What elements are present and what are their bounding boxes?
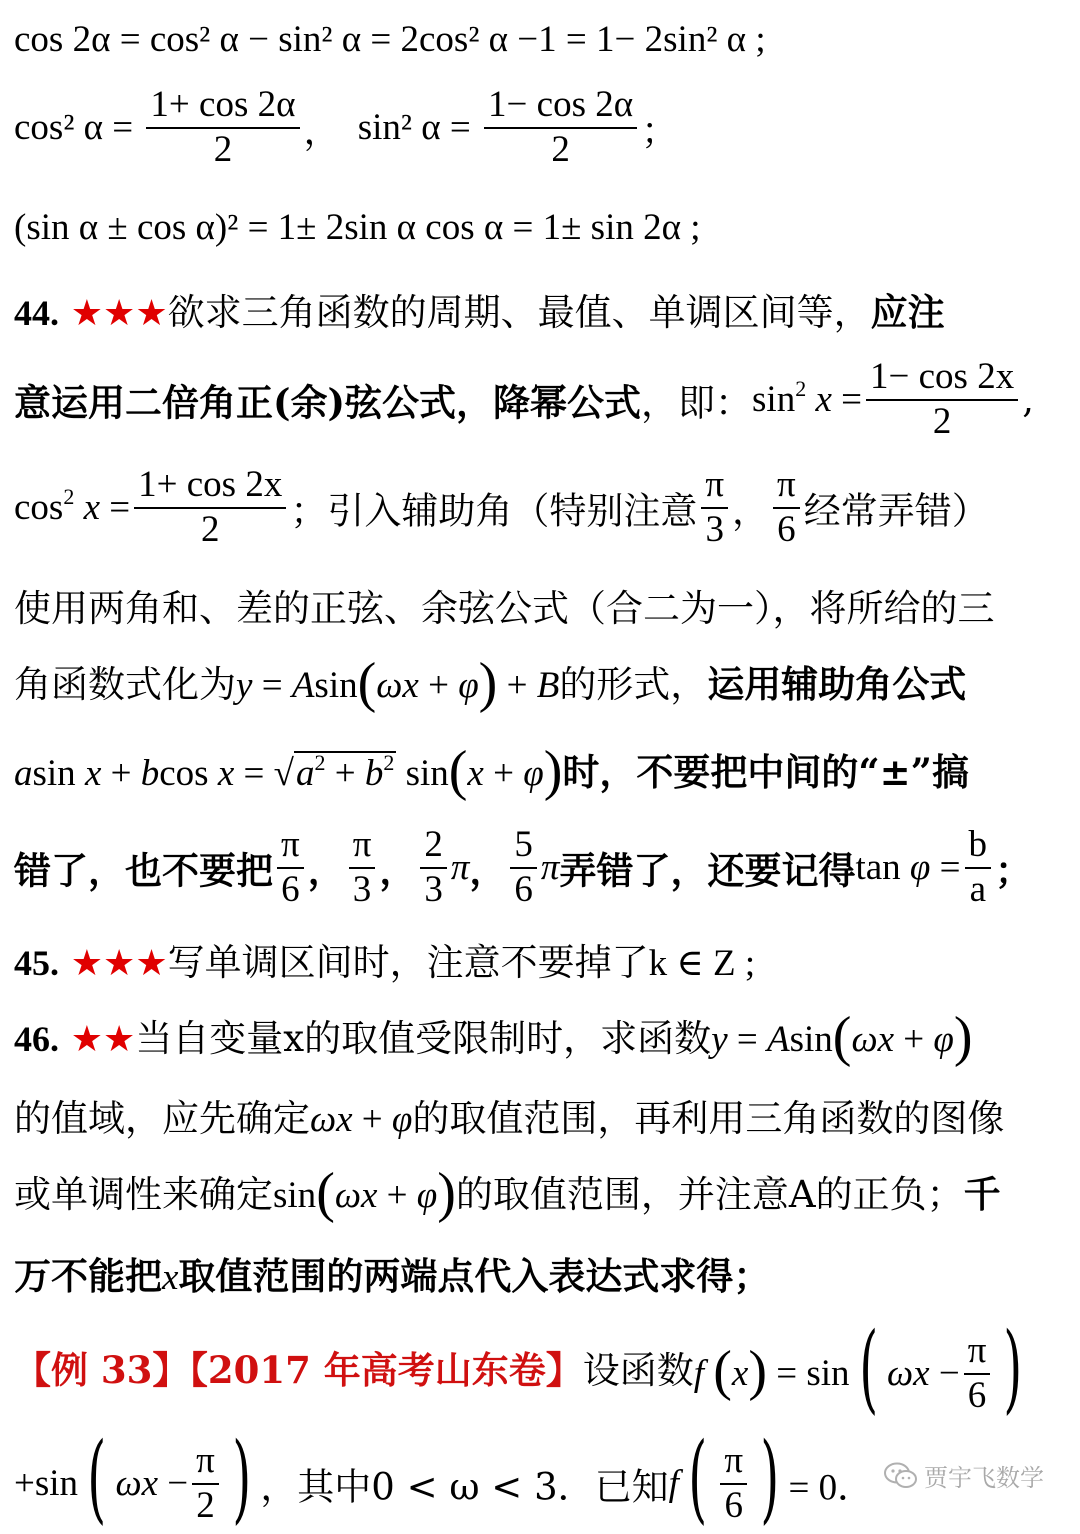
fraction-b-a: $\frac{b}{a}$: [965, 824, 992, 911]
fraction-pi-6b: $\frac{\pi}{6}$: [277, 824, 304, 911]
fraction-sin2x: $\frac{1- \cos 2x}{2}$: [866, 356, 1018, 443]
example-33-line2: +sin( ωx − $\frac{\pi}{2}$ ) ，其中0 < ω < 3．已知f( $\frac{\pi}{6}$ ) = 0．: [14, 1422, 875, 1534]
numerator: 1− cos 2α: [484, 84, 637, 129]
formula-cos2a-identity: cos 2α = cos² α − sin² α = 2cos² α −1 = 1− 2sin² α ;: [14, 19, 766, 60]
item-45: 45. ★★★写单调区间时，注意不要掉了k ∈ Z ;: [14, 941, 756, 984]
fraction-pi-3: $\frac{\pi}{3}$: [701, 464, 728, 551]
fraction-pi-6c: $\frac{\pi}{6}$: [964, 1330, 991, 1417]
fraction-sin2: [484, 84, 637, 171]
formula-square-identity: (sin α ± cos α)² = 1± 2sin α cos α = 1± sin 2α ;: [14, 207, 701, 248]
item-44-line2: 意运用二倍角正(余)弦公式，降幂公式，即：$\sin^2 x$ = $\frac{1- \cos 2x}{2}$ ,: [14, 356, 1034, 442]
star-rating: ★★★: [70, 943, 168, 984]
item-number: 45.: [14, 943, 59, 983]
fraction-cos2: [146, 84, 299, 171]
item-44-line6: asin x + bcos $x = √a^2 + b^2$ sin(x + φ)时，不要把中间的“±”搞: [14, 740, 969, 802]
fraction-pi-6d: $\frac{\pi}{6}$: [720, 1440, 747, 1527]
formula-half-angle: cos² α = $\frac{1+ \cos 2\alpha}{2}$ ， sin² α = $\frac{1- \cos 2\alpha}{2}$ ；: [14, 84, 679, 170]
fraction-pi-6: $\frac{\pi}{6}$: [773, 464, 800, 551]
wechat-logo-icon: [884, 1462, 918, 1496]
watermark: [884, 1458, 1044, 1496]
star-rating: ★★★: [70, 293, 168, 334]
cos2-label: cos² α =: [14, 107, 134, 149]
denominator: 2: [551, 128, 570, 170]
fraction-pi-3b: $\frac{\pi}{3}$: [349, 824, 376, 911]
item-number: 46.: [14, 1019, 59, 1059]
example-label: 【例 33】【2017 年高考山东卷】: [14, 1348, 583, 1393]
item-44-line5: 角函数式化为y = Asin(ωx + φ) + B的形式，运用辅助角公式: [14, 652, 967, 714]
sin2-label: sin² α =: [357, 107, 471, 149]
item-44-line4: 使用两角和、差的正弦、余弦公式（合二为一），将所给的三: [14, 587, 995, 630]
item-44-line7: 错了，也不要把 $\frac{\pi}{6}$ ， $\frac{\pi}{3}$ ， $\frac{2}{3}$ π， $\frac{5}{6}$ π弄错了，还要记得tan φ = $\frac{b}{a}$ ；: [14, 824, 1033, 910]
watermark-text: 贾宇飞数学: [924, 1464, 1044, 1492]
fraction-cos2x: $\frac{1+ \cos 2x}{2}$: [134, 464, 286, 551]
star-rating: ★★: [70, 1019, 136, 1060]
denominator: 2: [213, 128, 233, 170]
item-44-line1: 44. ★★★欲求三角函数的周期、最值、单调区间等，应注: [14, 290, 945, 334]
item-number: 44.: [14, 293, 59, 333]
numerator: 1+ cos 2α: [146, 84, 299, 129]
example-33-line1: 【例 33】【2017 年高考山东卷】设函数f (x) = sin( ωx − $\frac{\pi}{6}$ ): [14, 1312, 1023, 1425]
item-46-line4: 万不能把x取值范围的两端点代入表达式求得；: [14, 1254, 771, 1298]
fraction-pi-2: $\frac{\pi}{2}$: [192, 1440, 219, 1527]
item-44-line3: $\cos^2 x$ = $\frac{1+ \cos 2x}{2}$ ；引入辅助角（特别注意 $\frac{\pi}{3}$ ， $\frac{\pi}{6}$ 经常弄错）: [14, 464, 989, 550]
fraction-5-6: $\frac{5}{6}$: [510, 824, 537, 911]
item-46-line2: 的值域，应先确定ωx + φ的取值范围，再利用三角函数的图像: [14, 1097, 1005, 1140]
item-46-line3: 或单调性来确定sin(ωx + φ)的取值范围，并注意A的正负；千: [14, 1162, 1001, 1224]
item-46-line1: 46. ★★当自变量x的取值受限制时，求函数y = Asin(ωx + φ): [14, 1006, 973, 1068]
fraction-2-3: $\frac{2}{3}$: [420, 824, 447, 911]
